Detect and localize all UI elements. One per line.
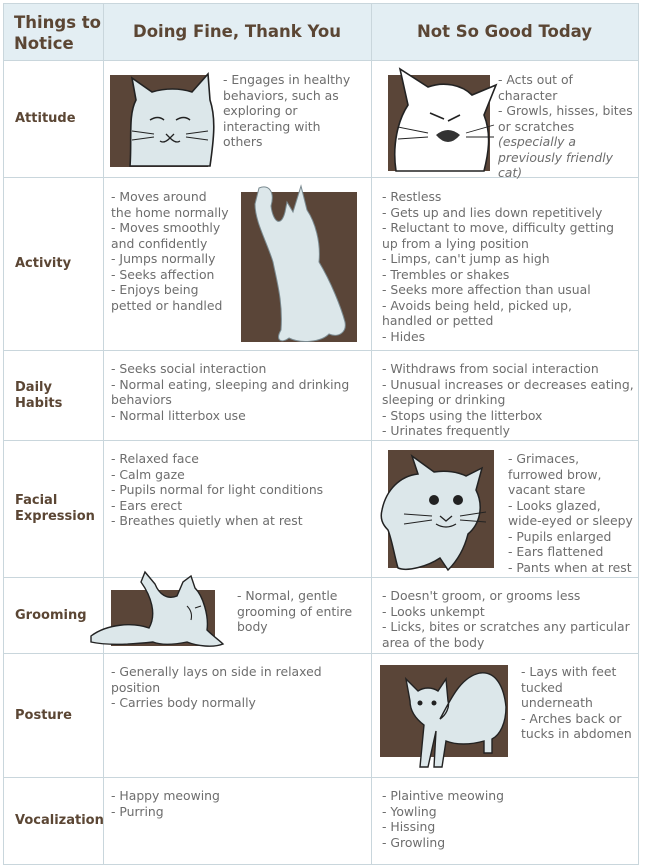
grimacing-cat-illustration xyxy=(378,450,496,574)
facial-bad-text: - Grimaces, furrowed brow, vacant stare - Looks glazed, wide-eyed or sleepy - Pupils enlarged - Ears flattened - Pants when at rest xyxy=(508,451,633,575)
row-label-vocalization: Vocalization xyxy=(15,813,104,828)
arched-cat-illustration xyxy=(380,661,508,773)
row-grooming xyxy=(4,578,638,654)
header-cell-bad xyxy=(371,4,638,60)
hissing-cat-illustration xyxy=(388,65,498,173)
row-daily-habits xyxy=(4,351,638,441)
header-not-so-good: Not So Good Today xyxy=(416,22,593,41)
row-activity xyxy=(4,178,638,351)
attitude-bad-text: - Acts out of character - Growls, hisses, bites or scratches (especially a previously friendly cat) xyxy=(498,72,633,180)
header-doing-fine: Doing Fine, Thank You xyxy=(133,22,341,41)
header-row xyxy=(4,4,638,61)
grooming-bad-text: - Doesn't groom, or grooms less - Looks unkempt - Licks, bites or scratches any particular area of the body xyxy=(382,588,630,650)
daily-habits-bad-text: - Withdraws from social interaction - Unusual increases or decreases eating, sleeping or drinking - Stops using the litterbox - Urinates frequently xyxy=(382,361,634,438)
row-label-posture: Posture xyxy=(15,707,72,723)
standing-cat-illustration xyxy=(241,182,361,348)
calm-cat-illustration xyxy=(110,70,216,168)
daily-habits-fine-text: - Seeks social interaction - Normal eating, sleeping and drinking behaviors - Normal litterbox use xyxy=(111,361,350,423)
row-label-attitude: Attitude xyxy=(15,111,76,126)
row-posture xyxy=(4,654,638,778)
vocalization-fine-text: - Happy meowing - Purring xyxy=(111,788,220,819)
grooming-fine-text: - Normal, gentle grooming of entire body xyxy=(237,588,353,634)
grooming-cat-illustration xyxy=(87,566,232,650)
row-facial-expression xyxy=(4,441,638,578)
row-label-facial-expression: Facial Expression xyxy=(15,493,95,524)
header-cell-fine xyxy=(103,4,372,60)
activity-bad-text: - Restless - Gets up and lies down repetitively - Reluctant to move, difficulty getting up from a lying position - Limps, can't jump as high - Trembles or shakes - Seeks more affection than usual - Avoids being held, picked up, handled or petted - Hides xyxy=(382,189,615,344)
row-label-grooming: Grooming xyxy=(15,607,87,623)
behavior-table xyxy=(3,3,639,865)
vocalization-bad-text: - Plaintive meowing - Yowling - Hissing - Growling xyxy=(382,788,504,850)
facial-fine-text: - Relaxed face - Calm gaze - Pupils normal for light conditions - Ears erect - Breathes quietly when at rest xyxy=(111,451,324,528)
row-attitude xyxy=(4,61,638,178)
posture-fine-text: - Generally lays on side in relaxed position - Carries body normally xyxy=(111,664,322,710)
header-cell-things xyxy=(4,4,104,60)
posture-bad-text: - Lays with feet tucked underneath - Arches back or tucks in abdomen xyxy=(521,664,632,741)
row-vocalization xyxy=(4,778,638,864)
row-label-activity: Activity xyxy=(15,256,72,271)
attitude-fine-text: - Engages in healthy behaviors, such as exploring or interacting with others xyxy=(223,72,351,149)
header-things-to-notice: Things to Notice xyxy=(14,13,102,53)
activity-fine-text: - Moves around the home normally - Moves smoothly and confidently - Jumps normally - Seeks affection - Enjoys being petted or handled xyxy=(111,189,229,313)
row-label-daily-habits: Daily Habits xyxy=(15,379,63,411)
